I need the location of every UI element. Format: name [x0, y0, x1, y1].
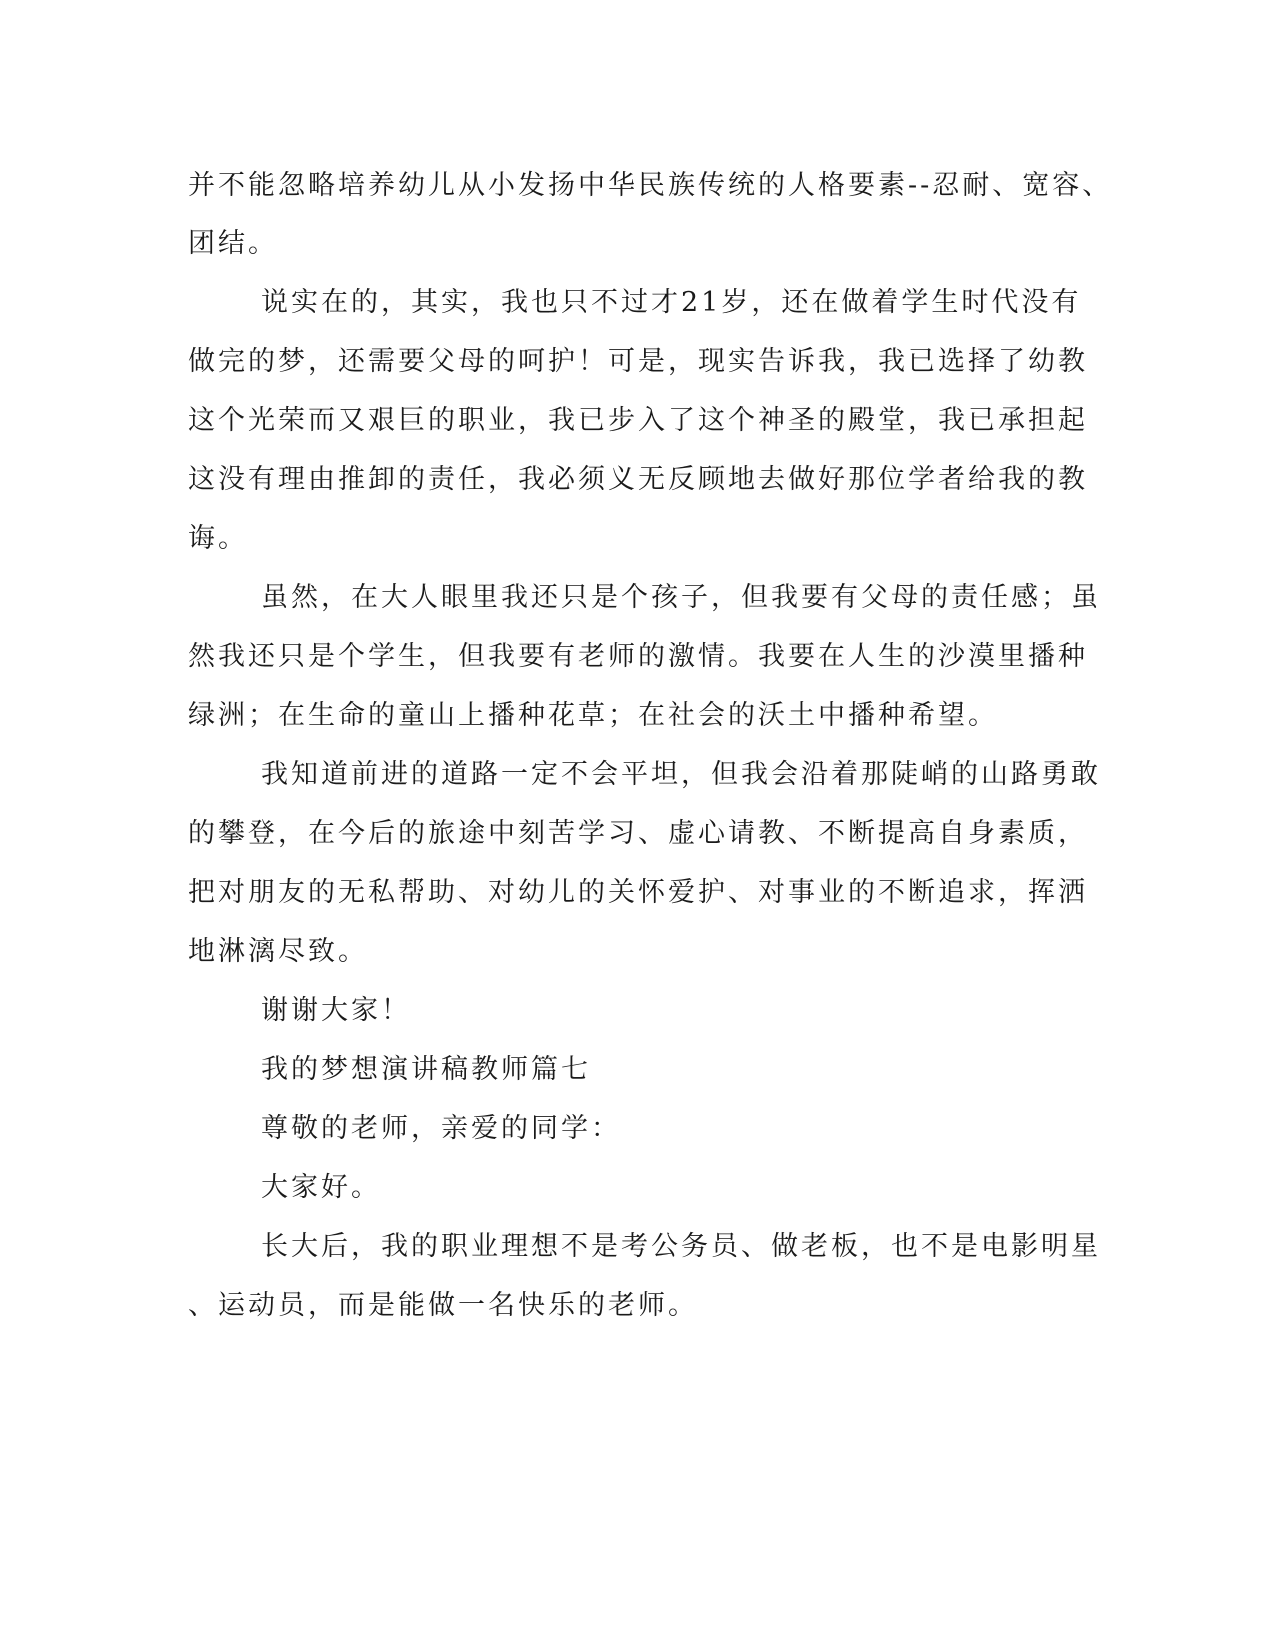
text-line: 这个光荣而又艰巨的职业，我已步入了这个神圣的殿堂，我已承担起	[188, 405, 1088, 436]
text-line: 做完的梦，还需要父母的呵护！可是，现实告诉我，我已选择了幼教	[188, 346, 1088, 377]
salutation: 尊敬的老师，亲爱的同学：	[261, 1113, 621, 1144]
text-line: 绿洲；在生命的童山上播种花草；在社会的沃土中播种希望。	[188, 700, 998, 731]
text-line: 、运动员，而是能做一名快乐的老师。	[188, 1290, 698, 1321]
text-line: 谢谢大家！	[261, 995, 411, 1026]
text-line: 把对朋友的无私帮助、对幼儿的关怀爱护、对事业的不断追求，挥洒	[188, 877, 1088, 908]
text-line: 并不能忽略培养幼儿从小发扬中华民族传统的人格要素--忍耐、宽容、	[188, 170, 1113, 201]
text-line: 团结。	[188, 228, 278, 259]
text-line: 长大后，我的职业理想不是考公务员、做老板，也不是电影明星	[261, 1231, 1101, 1262]
text-line: 虽然，在大人眼里我还只是个孩子，但我要有父母的责任感；虽	[261, 582, 1101, 613]
text-line: 然我还只是个学生，但我要有老师的激情。我要在人生的沙漠里播种	[188, 641, 1088, 672]
text-line: 的攀登，在今后的旅途中刻苦学习、虚心请教、不断提高自身素质，	[188, 818, 1088, 849]
text-line: 我知道前进的道路一定不会平坦，但我会沿着那陡峭的山路勇敢	[261, 759, 1101, 790]
greeting: 大家好。	[261, 1172, 381, 1203]
text-line: 诲。	[188, 523, 248, 554]
text-line: 这没有理由推卸的责任，我必须义无反顾地去做好那位学者给我的教	[188, 464, 1088, 495]
section-heading: 我的梦想演讲稿教师篇七	[261, 1054, 591, 1085]
text-line: 说实在的，其实，我也只不过才21岁，还在做着学生时代没有	[261, 287, 1082, 318]
text-line: 地淋漓尽致。	[188, 936, 368, 967]
